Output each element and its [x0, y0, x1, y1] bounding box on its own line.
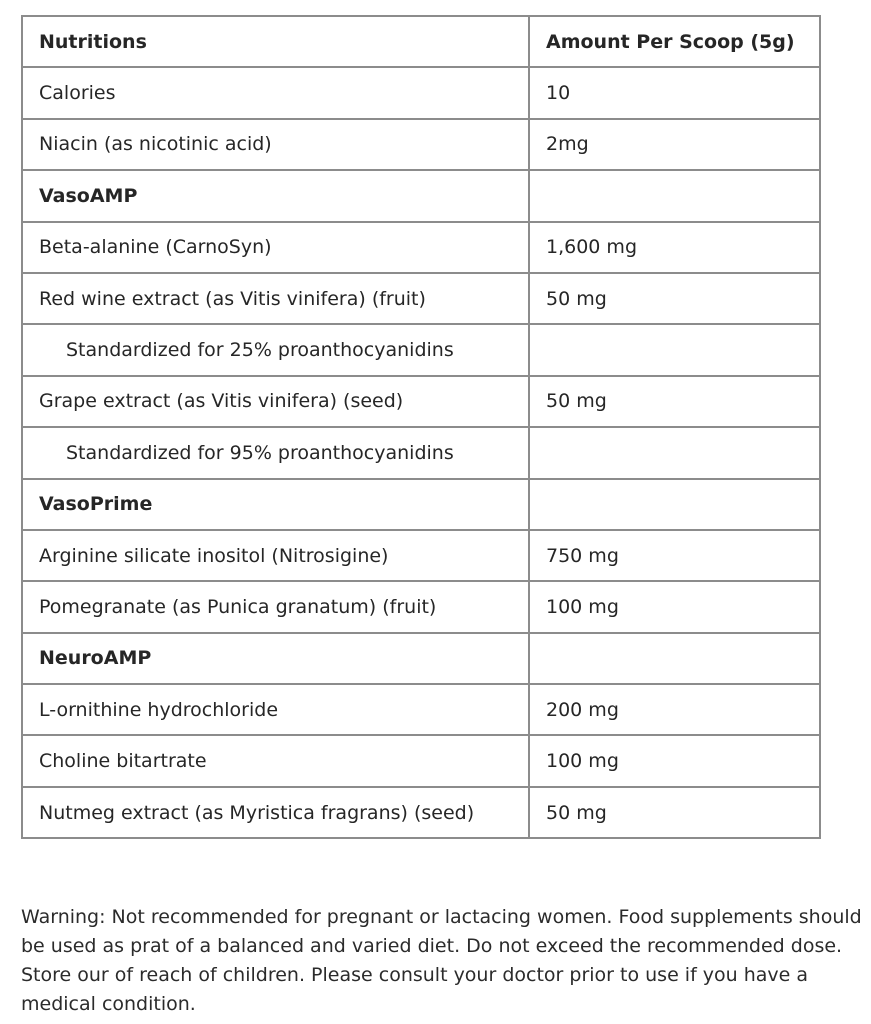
- nutrient-amount: 100 mg: [529, 581, 820, 632]
- nutrient-amount: [529, 170, 820, 221]
- section-heading: VasoPrime: [22, 479, 529, 530]
- table-row: [22, 581, 820, 632]
- table-section-row: [22, 479, 820, 530]
- header-amount-per-scoop: Amount Per Scoop (5g): [529, 16, 820, 67]
- nutrient-name: Grape extract (as Vitis vinifera) (seed): [22, 376, 529, 427]
- nutrient-name: Arginine silicate inositol (Nitrosigine): [22, 530, 529, 581]
- nutrient-name: Red wine extract (as Vitis vinifera) (fruit): [22, 273, 529, 324]
- table-row: [22, 530, 820, 581]
- nutrient-amount: [529, 633, 820, 684]
- header-nutritions: Nutritions: [22, 16, 529, 67]
- nutrient-amount: [529, 479, 820, 530]
- nutrient-amount: 100 mg: [529, 735, 820, 786]
- nutrient-amount: 50 mg: [529, 787, 820, 838]
- nutrient-name: Nutmeg extract (as Myristica fragrans) (seed): [22, 787, 529, 838]
- nutrient-name: Beta-alanine (CarnoSyn): [22, 222, 529, 273]
- nutrient-amount: 2mg: [529, 119, 820, 170]
- table-row: [22, 222, 820, 273]
- nutrition-table: [21, 15, 821, 839]
- nutrient-amount: [529, 324, 820, 375]
- nutrient-name: Calories: [22, 67, 529, 118]
- table-section-row: [22, 633, 820, 684]
- table-row: [22, 735, 820, 786]
- table-row: [22, 787, 820, 838]
- table-subrow: [22, 427, 820, 478]
- table-body: [22, 67, 820, 838]
- table-section-row: [22, 170, 820, 221]
- section-heading: NeuroAMP: [22, 633, 529, 684]
- table-row: [22, 67, 820, 118]
- nutrient-name: L-ornithine hydrochloride: [22, 684, 529, 735]
- nutrient-standardization-note: Standardized for 95% proanthocyanidins: [22, 427, 529, 478]
- nutrient-name: Niacin (as nicotinic acid): [22, 119, 529, 170]
- table-row: [22, 119, 820, 170]
- table-header-row: [22, 16, 820, 67]
- nutrient-standardization-note: Standardized for 25% proanthocyanidins: [22, 324, 529, 375]
- nutrient-amount: 50 mg: [529, 273, 820, 324]
- nutrient-amount: [529, 427, 820, 478]
- table-row: [22, 376, 820, 427]
- table-row: [22, 684, 820, 735]
- nutrient-amount: 50 mg: [529, 376, 820, 427]
- nutrient-amount: 10: [529, 67, 820, 118]
- nutrient-name: Pomegranate (as Punica granatum) (fruit): [22, 581, 529, 632]
- table-subrow: [22, 324, 820, 375]
- nutrient-amount: 200 mg: [529, 684, 820, 735]
- nutrient-name: Choline bitartrate: [22, 735, 529, 786]
- nutrient-amount: 750 mg: [529, 530, 820, 581]
- table-row: [22, 273, 820, 324]
- warning-text: Warning: Not recommended for pregnant or lactacing women. Food supplements should be used as prat of a balanced and varied diet. Do not exceed the recommended dose. Store our of reach of children. Please consult your doctor prior to use if you have a medical condition.: [21, 906, 862, 1015]
- nutrient-amount: 1,600 mg: [529, 222, 820, 273]
- section-heading: VasoAMP: [22, 170, 529, 221]
